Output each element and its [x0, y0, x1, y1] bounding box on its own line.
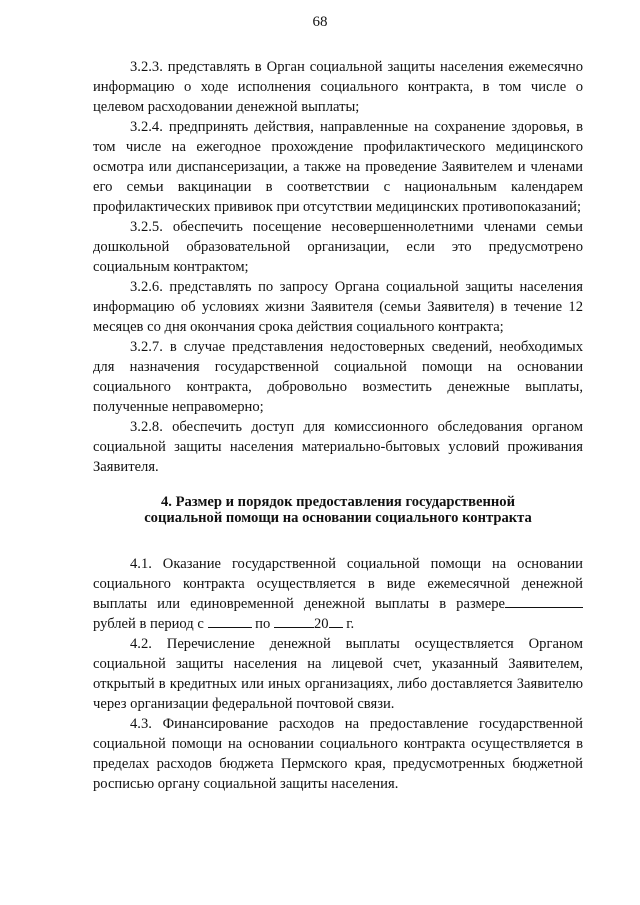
clause-3-2-7: 3.2.7. в случае представления недостоверных сведений, необходимых для назначения государственной социальной помощи на основании социального контракта, добровольно возместить денежные выплаты, полученные неправомерно; [93, 339, 583, 415]
clause-3-2-5: 3.2.5. обеспечить посещение несовершеннолетними членами семьи дошкольной образовательной организации, если это предусмотрено социальным контрактом; [93, 219, 583, 275]
date-to-blank [274, 614, 314, 628]
clause-4-1-year: 20 [313, 616, 329, 632]
clause-4-2: 4.2. Перечисление денежной выплаты осуществляется Органом социальной защиты населения на лицевой счет, указанный Заявителем, открытый в кредитных или иных организациях, либо доставляется Заявителю через организации федеральной почтовой связи. [93, 636, 583, 712]
page-number: 68 [312, 14, 328, 30]
date-from-blank [208, 614, 252, 628]
clause-4-1-text: 4.1. Оказание государственной социальной помощи на основании социального контракта осуществляется в виде ежемесячной денежной выплаты или единовременной денежной выплаты в размере [93, 556, 583, 612]
clause-4-1-g: г. [346, 616, 355, 632]
clause-4-1-po: по [255, 616, 271, 632]
clause-4-1-rub: рублей в период с [93, 616, 204, 632]
clause-3-2-8: 3.2.8. обеспечить доступ для комиссионного обследования органом социальной защиты населения материально-бытовых условий проживания Заявителя. [93, 419, 583, 475]
section-4-heading-line2: социальной помощи на основании социального контракта [144, 510, 532, 526]
clause-3-2-6: 3.2.6. представлять по запросу Органа социальной защиты населения информацию об условиях жизни Заявителя (семьи Заявителя) в течение 12 месяцев со дня окончания срока действия социального контракта; [93, 279, 583, 335]
section-4-heading [93, 494, 583, 526]
clause-3-2-3: 3.2.3. представлять в Орган социальной защиты населения ежемесячно информацию о ходе исполнения социального контракта, в том числе о целевом расходовании денежной выплаты; [93, 59, 583, 115]
document-body [93, 57, 583, 794]
year-blank [329, 614, 343, 628]
clause-4-1 [93, 554, 583, 634]
clause-3-2-4: 3.2.4. предпринять действия, направленные на сохранение здоровья, в том числе на ежегодное прохождение профилактического медицинского осмотра или диспансеризации, а также на проведение Заявителем и членами его семьи вакцинации в соответствии с национальным календарем профилактических прививок при отсутствии медицинских противопоказаний; [93, 119, 583, 215]
clause-4-3: 4.3. Финансирование расходов на предоставление государственной социальной помощи на основании социального контракта осуществляется в пределах расходов бюджета Пермского края, предусмотренных бюджетной росписью органу социальной защиты населения. [93, 716, 583, 792]
section-4-heading-line1: 4. Размер и порядок предоставления государственной [160, 494, 516, 510]
amount-blank [505, 594, 583, 608]
